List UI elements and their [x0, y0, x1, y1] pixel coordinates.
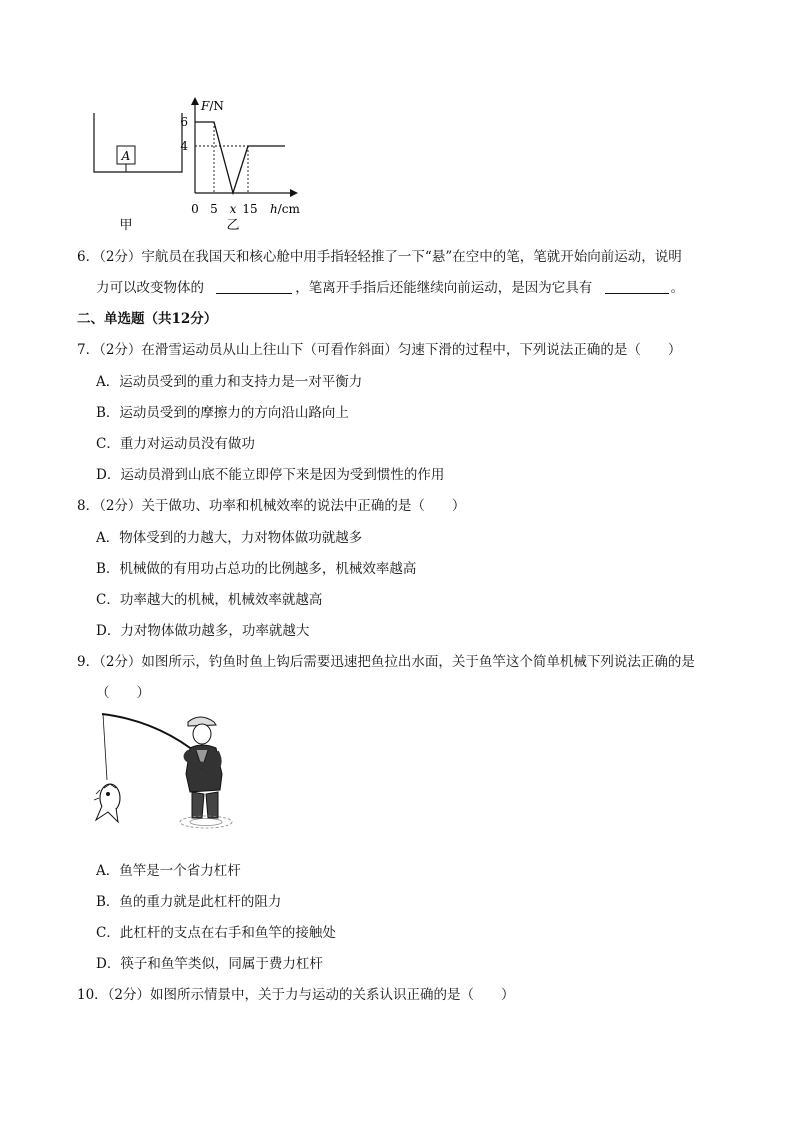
x-tick-x: x	[229, 202, 237, 216]
q9-option-d: D．筷子和鱼竿类似，同属于费力杠杆	[96, 956, 323, 972]
section-heading: 二、单选题（共12分）	[77, 311, 218, 327]
q5-figure	[80, 95, 320, 240]
q7-stem: 7．（2分）在滑雪运动员从山上往山下（可看作斜面）匀速下滑的过程中，下列说法正确的是（ ）	[77, 342, 682, 358]
fishing-illustration	[88, 708, 248, 840]
fish-icon	[94, 784, 120, 822]
y-tick-6: 6	[180, 115, 188, 129]
q9-option-c: C．此杠杆的支点在右手和鱼竿的接触处	[96, 925, 336, 941]
block-a-label: A	[121, 149, 131, 163]
fisherman-icon	[180, 717, 232, 828]
q6-blank-2	[605, 279, 669, 294]
q8-option-a: A．物体受到的力越大，力对物体做功就越多	[96, 530, 363, 546]
caption-right: 乙	[226, 218, 240, 233]
force-depth-graph	[180, 97, 300, 216]
q8-option-d: D．力对物体做功越多，功率就越大	[96, 623, 310, 639]
beaker-diagram	[94, 113, 182, 172]
q7-option-b: B．运动员受到的摩擦力的方向沿山路向上	[96, 405, 349, 421]
q7-option-a: A．运动员受到的重力和支持力是一对平衡力	[96, 374, 363, 390]
q6-line2	[96, 279, 684, 297]
q10-stem: 10．（2分）如图所示情景中，关于力与运动的关系认识正确的是（ ）	[77, 987, 515, 1003]
x-axis-arrow	[290, 189, 298, 197]
q9-stem-line1: 9．（2分）如图所示，钓鱼时鱼上钩后需要迅速把鱼拉出水面，关于鱼竿这个简单机械下列说法正确的是	[77, 654, 695, 670]
q7-option-c: C．重力对运动员没有做功	[96, 436, 255, 452]
y-axis-arrow	[191, 97, 199, 105]
q6-blank-1	[216, 279, 292, 294]
x-axis-label: h/cm	[270, 202, 300, 216]
y-tick-4: 4	[180, 139, 188, 153]
q9-option-a: A．鱼竿是一个省力杠杆	[96, 863, 241, 879]
q8-stem: 8．（2分）关于做功、功率和机械效率的说法中正确的是（ ）	[77, 498, 466, 514]
q8-option-c: C．功率越大的机械，机械效率就越高	[96, 592, 323, 608]
q6-line1: 6．（2分）宇航员在我国天和核心舱中用手指轻轻推了一下“悬”在空中的笔，笔就开始向前运动，说明	[77, 249, 682, 265]
x-tick-0: 0	[191, 202, 199, 216]
q6-text-c: 。	[670, 280, 685, 296]
x-tick-15: 15	[242, 202, 258, 216]
force-curve	[195, 122, 285, 193]
q6-text-a: 力可以改变物体的	[96, 280, 204, 296]
q8-option-b: B．机械做的有用功占总功的比例越多，机械效率越高	[96, 561, 417, 577]
caption-left: 甲	[119, 218, 133, 233]
fishing-line	[103, 714, 107, 780]
q9-option-b: B．鱼的重力就是此杠杆的阻力	[96, 894, 282, 910]
x-tick-5: 5	[210, 202, 218, 216]
q9-stem-line2: （ ）	[96, 685, 150, 701]
q7-option-d: D．运动员滑到山底不能立即停下来是因为受到惯性的作用	[96, 467, 445, 483]
q6-text-b: ，笔离开手指后还能继续向前运动，是因为它具有	[295, 280, 593, 296]
y-axis-label: F/N	[201, 99, 224, 113]
